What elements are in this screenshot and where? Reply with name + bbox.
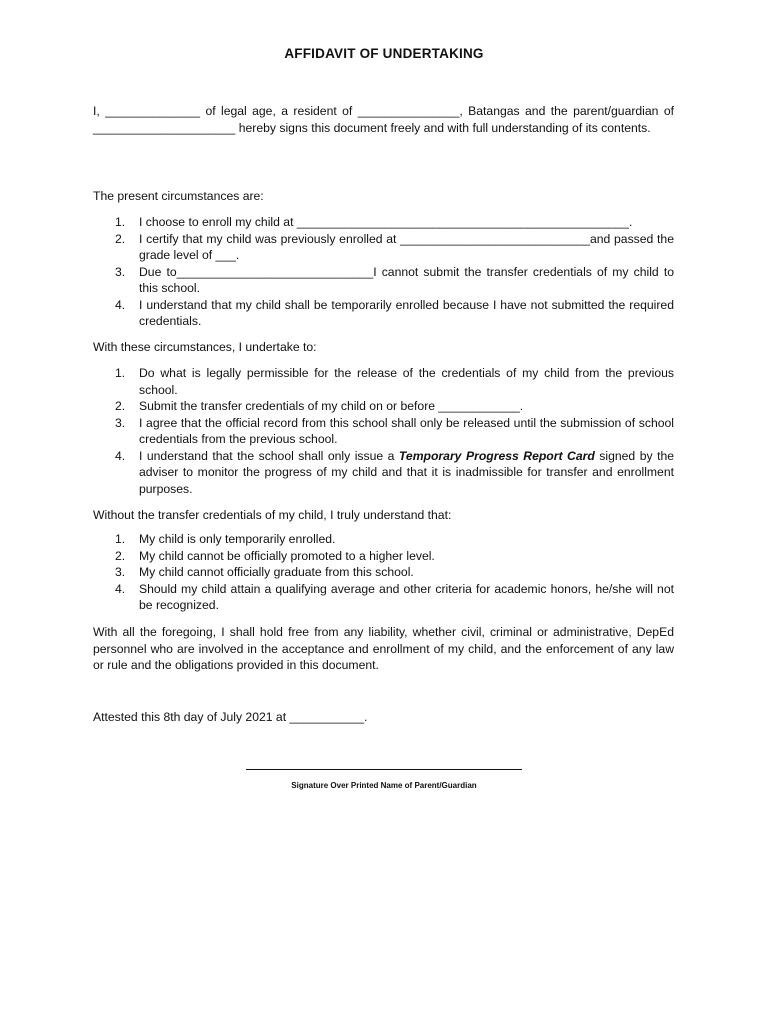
list-item bbox=[93, 231, 674, 264]
intro-paragraph: I, ______________ of legal age, a resident of _______________, Batangas and the parent/guardian of _____________________ hereby signs this document freely and with full understanding of its contents. bbox=[93, 104, 674, 135]
list-item-text: I understand that my child shall be temporarily enrolled because I have not submitted the required credentials. bbox=[139, 297, 674, 328]
signature-line bbox=[246, 769, 522, 770]
list-number: 3. bbox=[115, 565, 126, 579]
list-item bbox=[93, 448, 674, 498]
circumstances-heading: The present circumstances are: bbox=[93, 189, 264, 203]
list-item bbox=[93, 548, 674, 565]
list-item-text: Do what is legally permissible for the release of the credentials of my child from the previous school. bbox=[139, 366, 674, 397]
list-number: 4. bbox=[115, 448, 126, 463]
list-item bbox=[93, 415, 674, 448]
signature-caption: Signature Over Printed Name of Parent/Guardian bbox=[291, 781, 477, 790]
list-number: 3. bbox=[115, 415, 126, 430]
list-number: 1. bbox=[115, 366, 126, 380]
document-title: AFFIDAVIT OF UNDERTAKING bbox=[284, 46, 484, 61]
list-item-text: Should my child attain a qualifying average and other criteria for academic honors, he/she will not be recognized. bbox=[139, 581, 674, 612]
list-item-text: My child cannot be officially promoted to a higher level. bbox=[139, 548, 435, 563]
list-number: 1. bbox=[115, 532, 126, 546]
foregoing-paragraph: With all the foregoing, I shall hold free from any liability, whether civil, criminal or administrative, DepEd personnel who are involved in the acceptance and enrollment of my child, and the enforcement of any law or rule and the obligations provided in this document. bbox=[93, 625, 674, 672]
list-item-text: I choose to enroll my child at _________________________________________________. bbox=[139, 215, 633, 229]
list-item bbox=[93, 297, 674, 330]
list-item bbox=[93, 214, 674, 231]
list-number: 2. bbox=[115, 231, 126, 246]
without-heading: Without the transfer credentials of my child, I truly understand that: bbox=[93, 508, 452, 522]
list-item bbox=[93, 398, 674, 415]
attested-line: Attested this 8th day of July 2021 at ___________. bbox=[93, 710, 368, 724]
list-number: 4. bbox=[115, 581, 126, 596]
list-item bbox=[93, 365, 674, 398]
undertakings-list bbox=[93, 365, 674, 497]
list-number: 1. bbox=[115, 215, 126, 229]
circumstances-list bbox=[93, 214, 674, 330]
undertake-heading: With these circumstances, I undertake to: bbox=[93, 340, 317, 354]
list-item-text: My child is only temporarily enrolled. bbox=[139, 532, 336, 546]
list-item bbox=[93, 564, 674, 581]
list-item-text: My child cannot officially graduate from this school. bbox=[139, 565, 414, 579]
list-item-text: I certify that my child was previously enrolled at ____________________________and passed the grade level of ___. bbox=[139, 231, 674, 262]
list-item-text: I agree that the official record from this school shall only be released until the submission of school credentials from the previous school. bbox=[139, 415, 674, 446]
report-card-name: Temporary Progress Report Card bbox=[398, 448, 595, 463]
list-item bbox=[93, 581, 674, 614]
list-item-text-before: I understand that the school shall only issue a bbox=[139, 448, 399, 463]
list-number: 2. bbox=[115, 399, 126, 413]
list-item bbox=[93, 531, 674, 548]
list-item bbox=[93, 264, 674, 297]
list-number: 4. bbox=[115, 297, 126, 312]
understandings-list bbox=[93, 531, 674, 614]
list-item-text: Submit the transfer credentials of my child on or before ____________. bbox=[139, 399, 524, 413]
list-number: 2. bbox=[115, 548, 126, 563]
list-item-text-after: signed by the adviser to monitor the progress of my child and that it is inadmissible for transfer and enrollment purposes. bbox=[139, 448, 675, 496]
list-number: 3. bbox=[115, 264, 126, 279]
list-item-text: Due to_____________________________I cannot submit the transfer credentials of my child to this school. bbox=[139, 264, 674, 295]
